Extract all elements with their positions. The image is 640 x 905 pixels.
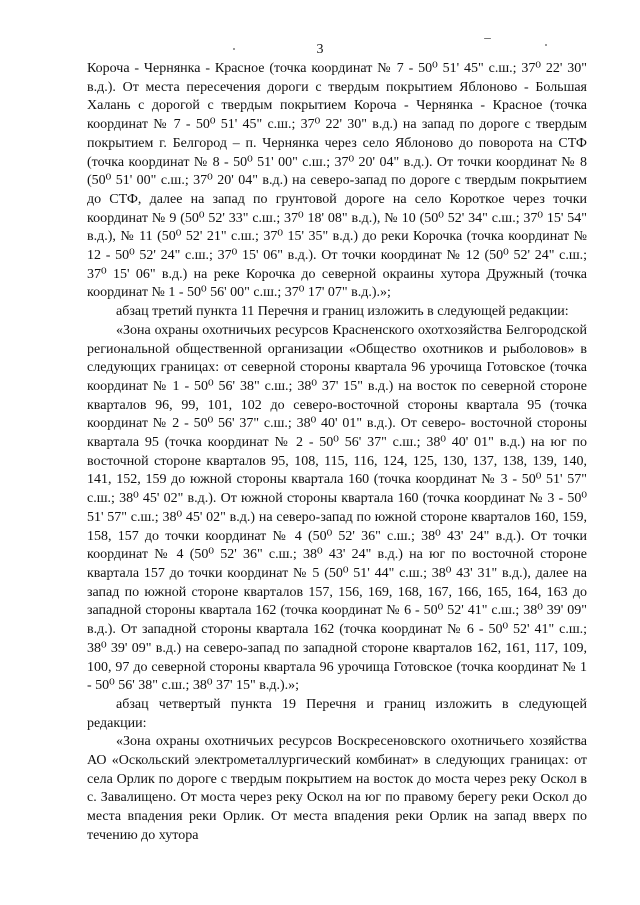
paragraph-4: абзац четвертый пункта 19 Перечня и границ изложить в следующей редакции:	[87, 696, 587, 731]
paragraph-5: «Зона охраны охотничьих ресурсов Воскресеновского охотничьего хозяйства АО «Оскольский электрометаллургический комбинат» в следующих границах: от села Орлик по дороге с твердым покрытием на восток до моста через реку Оскол в с. Завалищено. От моста через реку Оскол на юг по правому берегу реки Оскол до места впадения реки Орлик. От места впадения реки Орлик на запад вверх по течению до хутора	[87, 734, 587, 843]
scan-speck	[545, 44, 547, 46]
scan-speck	[233, 48, 235, 50]
scan-speck	[484, 38, 491, 39]
document-body	[87, 60, 587, 846]
paragraph-2: абзац третий пункта 11 Перечня и границ изложить в следующей редакции:	[116, 304, 569, 320]
paragraph-1: Короча - Чернянка - Красное (точка координат № 7 - 50⁰ 51' 45" с.ш.; 37⁰ 22' 30" в.д.). От места пересечения дороги с твердым покрытием Яблоново - Большая Халань с дорогой с твердым покрытием Короча - Чернянка - Красное (точка координат № 7 - 50⁰ 51' 45" с.ш.; 37⁰ 22' 30" в.д.) на запад по дороге с твердым покрытием г. Белгород – п. Чернянка через село Яблоново до поворота на СТФ (точка координат № 8 - 50⁰ 51' 00" с.ш.; 37⁰ 20' 04" в.д.). От точки координат № 8 (50⁰ 51' 00" с.ш.; 37⁰ 20' 04" в.д.) на северо-запад по дороге с твердым покрытием до СТФ, далее на запад по грунтовой дороге на село Короткое через точки координат № 9 (50⁰ 52' 33" с.ш.; 37⁰ 18' 08" в.д.), № 10 (50⁰ 52' 34" с.ш.; 37⁰ 15' 54" в.д.), № 11 (50⁰ 52' 21" с.ш.; 37⁰ 15' 35" в.д.) до реки Корочка (точка координат № 12 - 50⁰ 52' 24" с.ш.; 37⁰ 15' 06" в.д.). От точки координат № 12 (50⁰ 52' 24" с.ш.; 37⁰ 15' 06" в.д.) на реке Корочка до северной окраины хутора Дружный (точка координат № 1 - 50⁰ 56' 00" с.ш.; 37⁰ 17' 07" в.д.).»;	[87, 61, 587, 301]
page-number: 3	[316, 42, 324, 57]
paragraph-3: «Зона охраны охотничьих ресурсов Красненского охотхозяйства Белгородской региональной общественной организации «Общество охотников и рыболовов» в следующих границах: от северной стороны квартала 96 урочища Готовское (точка координат № 1 - 50⁰ 56' 38" с.ш.; 38⁰ 37' 15" в.д.) на восток по северной стороне кварталов 96, 99, 101, 102 до северо-восточной стороны квартала 95 (точка координат № 2 - 50⁰ 56' 37" с.ш.; 38⁰ 40' 01" в.д.). От северо- восточной стороны квартала 95 (точка координат № 2 - 50⁰ 56' 37" с.ш.; 38⁰ 40' 01" в.д.) на юг по восточной стороне кварталов 95, 108, 115, 116, 124, 125, 130, 137, 138, 139, 140, 141, 152, 159 до южной стороны квартала 160 (точка координат № 3 - 50⁰ 51' 57" с.ш.; 38⁰ 45' 02" в.д.). От южной стороны квартала 160 (точка координат № 3 - 50⁰ 51' 57" с.ш.; 38⁰ 45' 02" в.д.) на северо-запад по южной стороне кварталов 160, 159, 158, 157 до точки координат № 4 (50⁰ 52' 36" с.ш.; 38⁰ 43' 24" в.д.). От точки координат № 4 (50⁰ 52' 36" с.ш.; 38⁰ 43' 24" в.д.) на юг по восточной стороне квартала 157 до точки координат № 5 (50⁰ 51' 44" с.ш.; 38⁰ 43' 31" в.д.), далее на запад по южной стороне кварталов 157, 156, 169, 168, 167, 166, 165, 164, 163 до западной стороны квартала 162 (точка координат № 6 - 50⁰ 52' 41" с.ш.; 38⁰ 39' 09" в.д.). От западной стороны квартала 162 (точка координат № 6 - 50⁰ 52' 41" с.ш.; 38⁰ 39' 09" в.д.) на северо-запад по западной стороне кварталов 162, 161, 117, 109, 100, 97 до северной стороны квартала 96 урочища Готовское (точка координат № 1 - 50⁰ 56' 38" с.ш.; 38⁰ 37' 15" в.д.).»;	[87, 322, 587, 694]
